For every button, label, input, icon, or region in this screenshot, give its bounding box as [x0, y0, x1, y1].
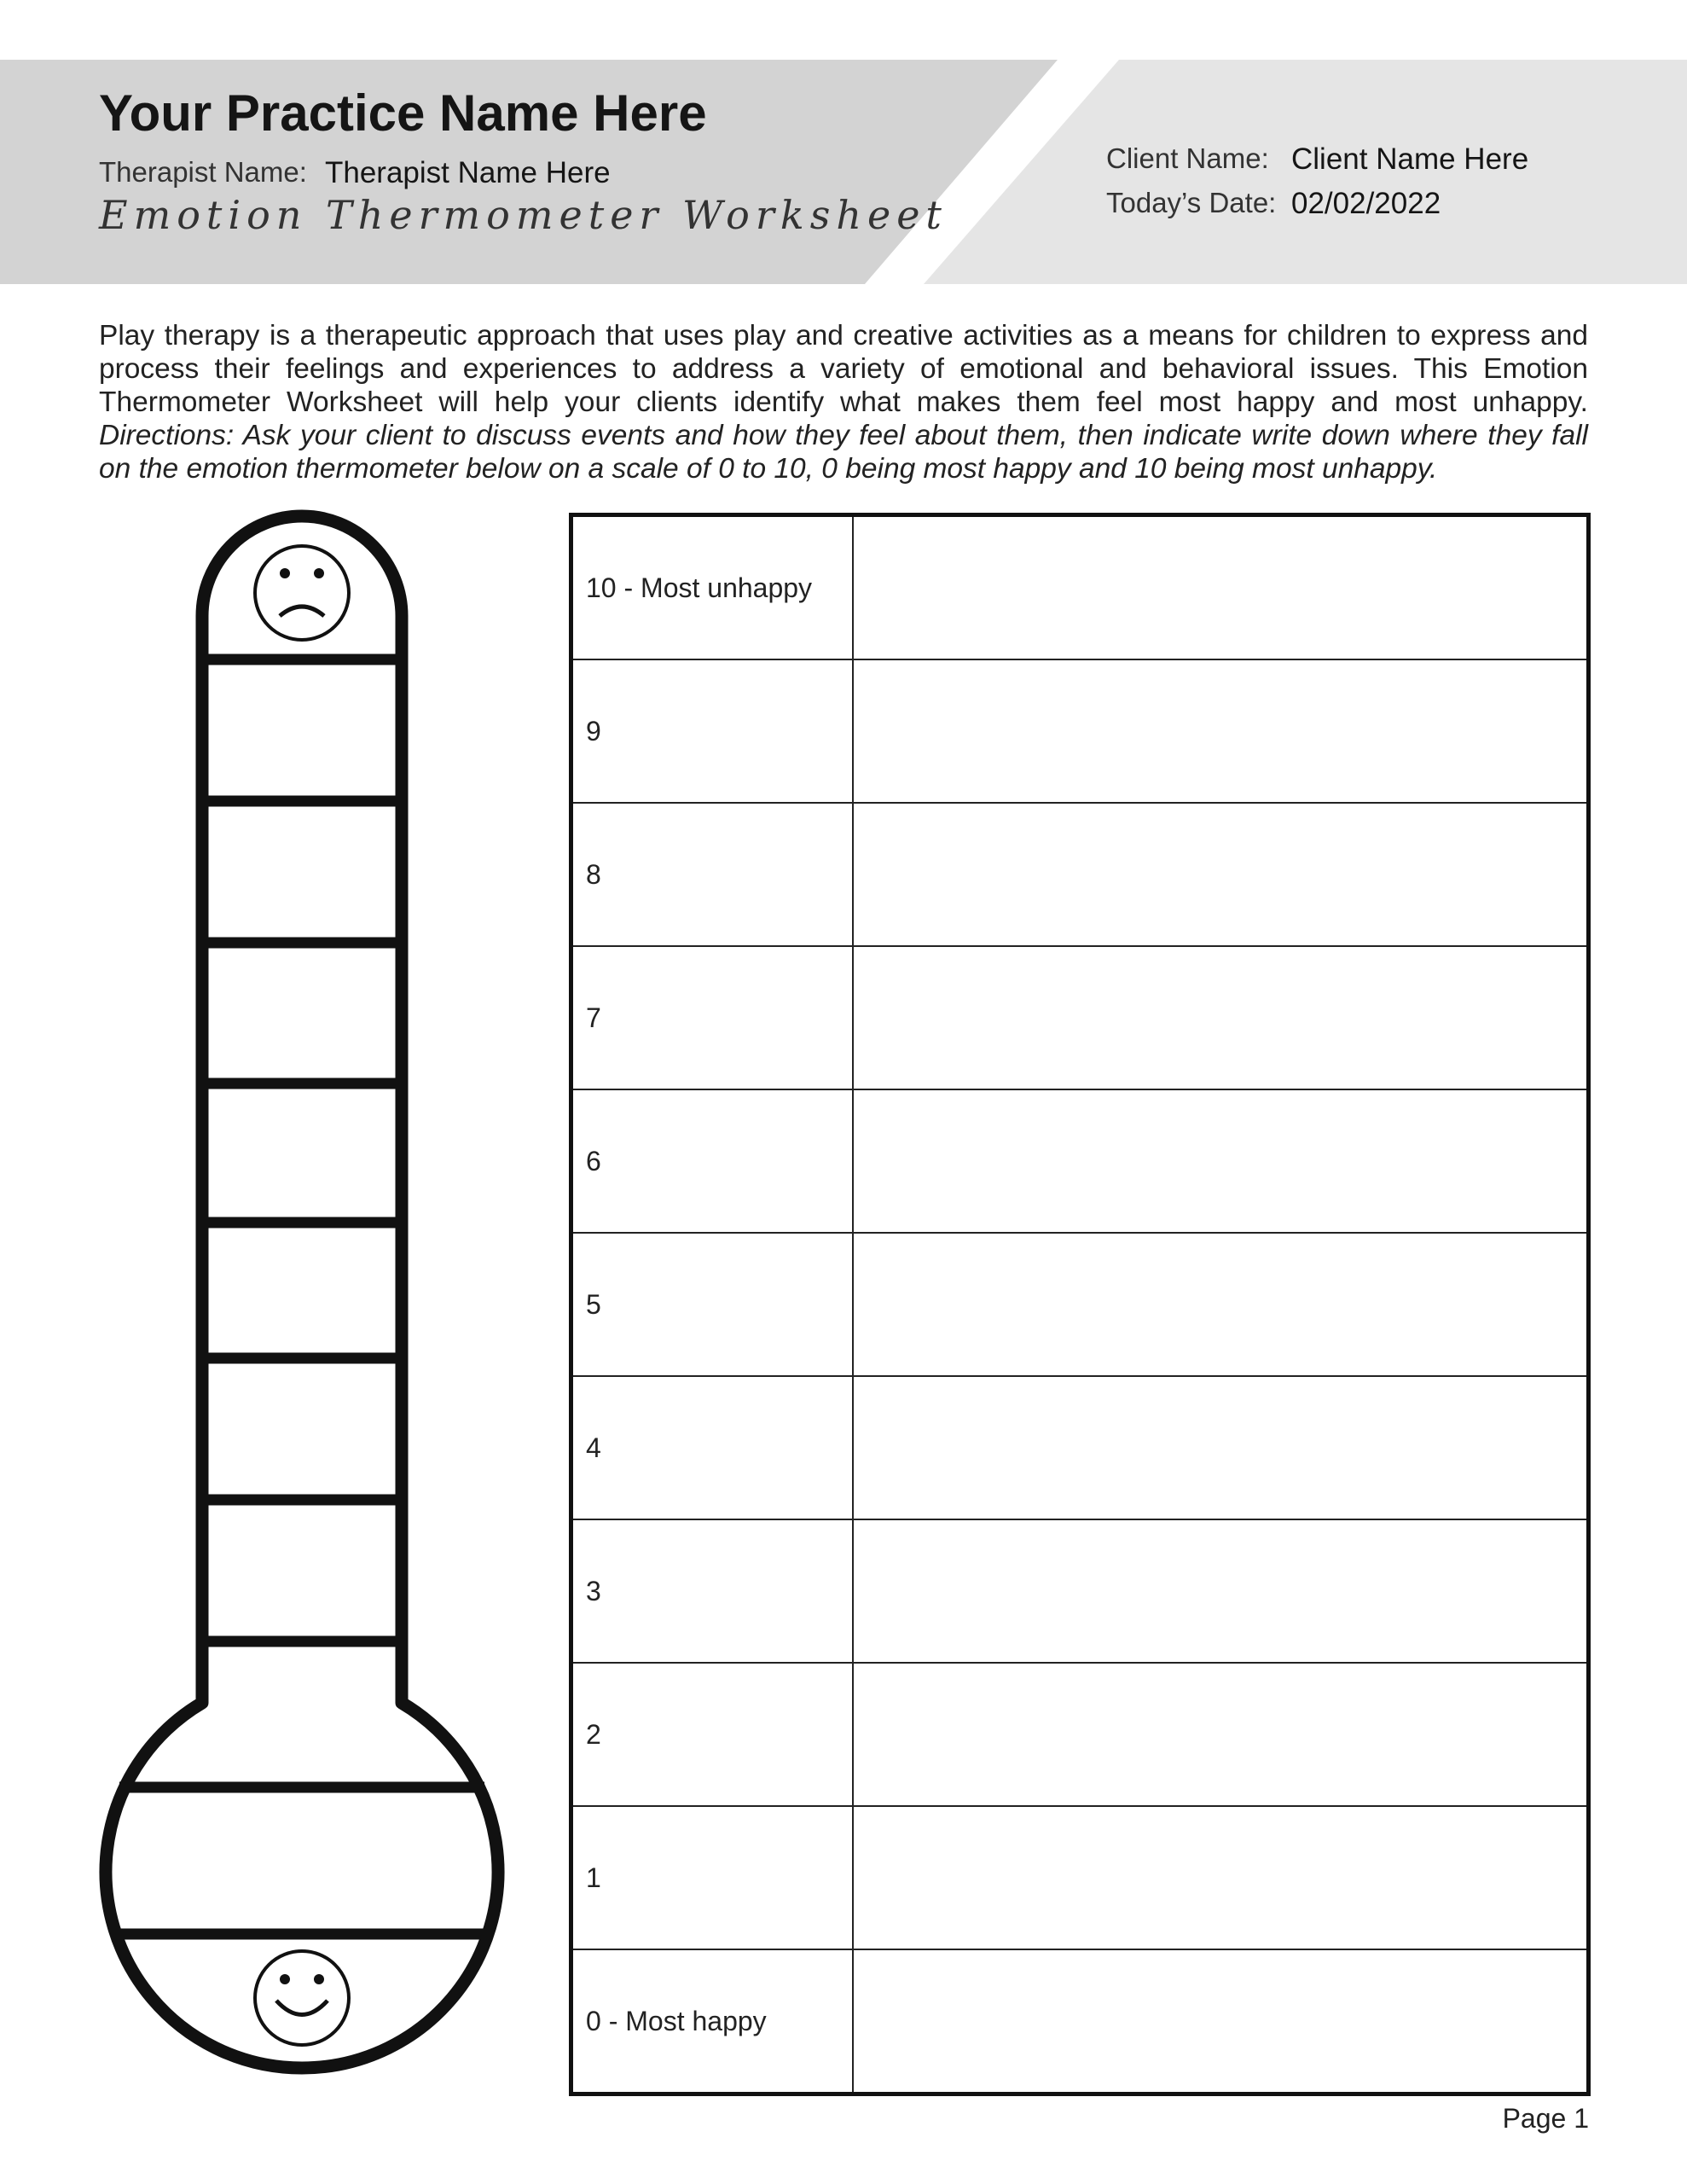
scale-level-label: 7 — [571, 946, 854, 1089]
scale-notes-cell[interactable] — [853, 1663, 1589, 1806]
scale-level-label: 6 — [571, 1089, 854, 1233]
scale-level-label: 8 — [571, 803, 854, 946]
emotion-scale-table — [569, 513, 1591, 2096]
scale-row — [571, 1663, 1589, 1806]
scale-notes-cell[interactable] — [853, 1089, 1589, 1233]
scale-row — [571, 1949, 1589, 2094]
thermometer-outline — [106, 516, 498, 2068]
scale-row — [571, 1089, 1589, 1233]
scale-notes-cell[interactable] — [853, 1376, 1589, 1519]
todays-date-label: Today’s Date: — [1106, 187, 1277, 218]
scale-level-label: 2 — [571, 1663, 854, 1806]
scale-notes-cell[interactable] — [853, 1233, 1589, 1376]
scale-row — [571, 1806, 1589, 1949]
scale-row — [571, 659, 1589, 803]
scale-level-label: 9 — [571, 659, 854, 803]
scale-notes-cell[interactable] — [853, 1949, 1589, 2094]
emotion-scale-body — [571, 515, 1589, 2094]
intro-text: Play therapy is a therapeutic approach that uses play and creative activities as a means for children to express and process their feelings and experiences to address a variety of emotional and behavioral issues. This Emotion Thermometer Worksheet will help your clients identify what makes them feel most happy and most unhappy. — [99, 320, 1588, 418]
scale-row — [571, 1233, 1589, 1376]
scale-notes-cell[interactable] — [853, 1519, 1589, 1663]
worksheet-title: Emotion Thermometer Worksheet — [99, 192, 948, 238]
scale-row — [571, 803, 1589, 946]
scale-level-label: 4 — [571, 1376, 854, 1519]
scale-level-label: 5 — [571, 1233, 854, 1376]
scale-notes-cell[interactable] — [853, 659, 1589, 803]
page-number: Page 1 — [1502, 2103, 1589, 2134]
scale-level-label: 3 — [571, 1519, 854, 1663]
scale-row — [571, 1519, 1589, 1663]
scale-row — [571, 1376, 1589, 1519]
client-name-label: Client Name: — [1106, 142, 1269, 174]
scale-notes-cell[interactable] — [853, 803, 1589, 946]
practice-name: Your Practice Name Here — [99, 84, 707, 142]
scale-notes-cell[interactable] — [853, 946, 1589, 1089]
scale-notes-cell[interactable] — [853, 515, 1589, 660]
todays-date-value: 02/02/2022 — [1291, 187, 1441, 220]
scale-level-label: 10 - Most unhappy — [571, 515, 854, 660]
scale-level-label: 0 - Most happy — [571, 1949, 854, 2094]
scale-level-label: 1 — [571, 1806, 854, 1949]
scale-notes-cell[interactable] — [853, 1806, 1589, 1949]
therapist-name-value: Therapist Name Here — [325, 156, 611, 189]
directions-text: Directions: Ask your client to discuss events and how they feel about them, then indicate write down where they fall on the emotion thermometer below on a scale of 0 to 10, 0 being most happy and 10 being most unhappy. — [99, 420, 1588, 485]
therapist-name-label: Therapist Name: — [99, 156, 307, 188]
scale-row — [571, 515, 1589, 660]
client-name-value: Client Name Here — [1291, 142, 1529, 176]
scale-row — [571, 946, 1589, 1089]
